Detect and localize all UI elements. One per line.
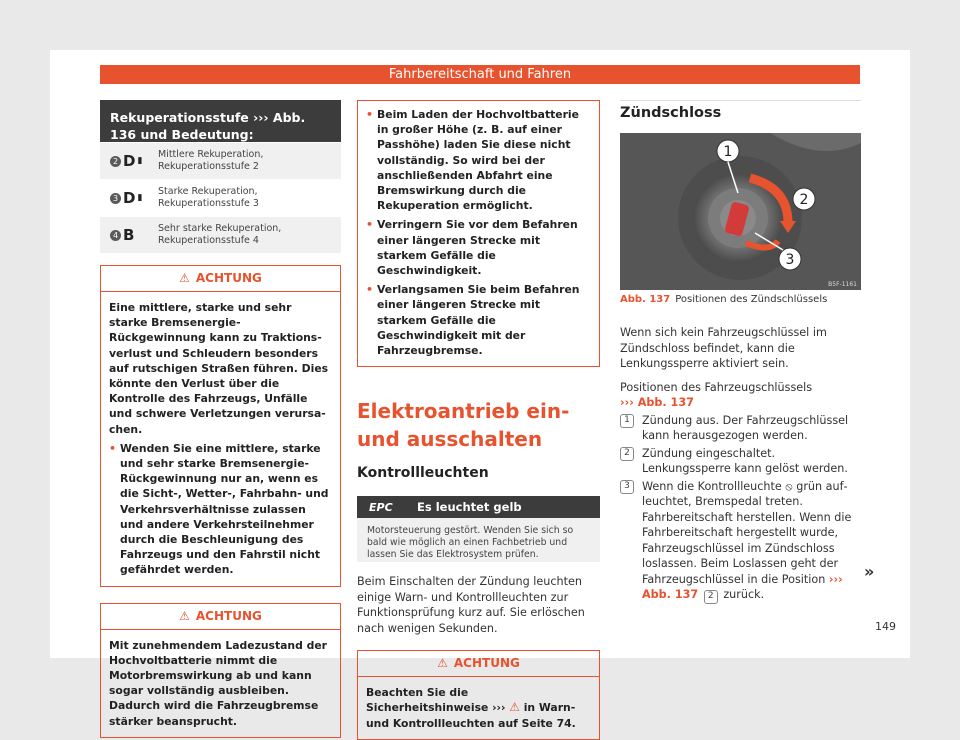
warning-title: ACHTUNG	[195, 608, 262, 623]
position-number: 1	[620, 414, 634, 428]
svg-text:1: 1	[723, 144, 733, 160]
warning-box	[357, 650, 600, 740]
row-number: 3	[110, 193, 121, 204]
gear-symbol: D	[123, 152, 136, 170]
caption-label: Abb. 137	[620, 294, 671, 305]
ready-indicator-icon: ⦸	[785, 479, 793, 493]
warning-bullet: Beim Laden der Hochvoltbatterie in großer Höhe (z. B. auf einer Passhöhe) laden Sie diese nicht vollständig. So wird bei der anschließenden Abfahrt eine Bremswirkung durch die Rekuperation ermöglicht.	[377, 108, 579, 213]
page-number: 149	[875, 620, 896, 633]
zuendschloss-title: Zündschloss	[620, 100, 861, 128]
list-item	[620, 479, 861, 604]
warning-bullet: Wenden Sie eine mittlere, starke und sehr starke Bremsenergie-Rückgewinnung nur an, wenn es die Sicht-, Wetter-, Fahrbahn- und Verkehrsverhältnisse zulassen und andere Verkehrsteilnehmer durch die Beschleunigung des Fahrzeugs und den Fahrstil nicht gefährdet werden.	[120, 441, 329, 577]
warning-box	[100, 603, 341, 738]
section-title: Elektroantrieb ein- und ausschalten	[357, 399, 570, 452]
warning-box	[100, 265, 341, 587]
warning-triangle-icon: ⚠	[437, 656, 448, 671]
figure-reference-link[interactable]: ››› Abb. 137	[620, 396, 694, 409]
column-right	[620, 100, 861, 604]
table-row	[100, 216, 341, 253]
row-number: 2	[110, 156, 121, 167]
positions-intro	[620, 380, 861, 411]
column-middle	[357, 100, 600, 740]
caption-text: Positionen des Zündschlüssels	[675, 294, 828, 305]
warning-text: Mit zunehmendem Ladezustand der Hochvoltbatterie nimmt die Motorbremswirkung ab und kann sogar vollständig ausbleiben. Dadurch wird die Fahrzeugbremse stärker beansprucht.	[109, 638, 327, 728]
svg-text:3: 3	[785, 252, 795, 268]
zuend-intro: Wenn sich kein Fahrzeugschlüssel im Zündschloss befindet, kann die Lenkungssperre aktiviert sein.	[620, 326, 827, 370]
plug-icon: ▮	[137, 156, 143, 166]
list-item	[620, 446, 861, 477]
position-text	[642, 479, 861, 604]
warning-bullet: Verringern Sie vor dem Befahren einer längeren Strecke mit starkem Gefälle die Geschwindigkeit.	[377, 218, 578, 278]
bullet-icon: •	[366, 108, 374, 121]
row-description: Sehr starke Rekuperation, Rekuperationsstufe 4	[158, 223, 282, 246]
figure-caption	[620, 294, 861, 305]
position-number: 2	[620, 447, 634, 461]
section-body: Beim Einschalten der Zündung leuchten einige Warn- und Kontrollleuchten zur Funktionsprüfung kurz auf. Sie erlöschen nach wenigen Sekunden.	[357, 575, 585, 635]
row-description: Starke Rekuperation, Rekuperationsstufe 3	[158, 186, 259, 209]
page-header: Fahrbereitschaft und Fahren	[100, 65, 860, 84]
position-text: Zündung eingeschaltet. Lenkungssperre kann gelöst werden.	[642, 446, 848, 475]
warning-triangle-icon: ⚠	[179, 271, 190, 285]
section-subtitle: Kontrollleuchten	[357, 465, 489, 482]
table-row	[100, 179, 341, 216]
row-number: 4	[110, 230, 121, 241]
position-text: Zündung aus. Der Fahrzeugschlüssel kann herausgezogen werden.	[642, 413, 849, 442]
warning-title: ACHTUNG	[453, 656, 520, 671]
bullet-icon: •	[366, 218, 374, 232]
position-text-post: grün aufleuchtet, Bremspedal treten. Fahrbereitschaft herstellen. Wenn die Fahrbereitschaft hergestellt wurde, Fahrzeugschlüssel im Zündschloss loslassen. Beim Loslassen geht der Fahrzeugschlüssel in die Position	[642, 479, 852, 586]
warning-triangle-icon: ⚠	[509, 700, 520, 715]
list-item	[620, 413, 861, 444]
column-left	[100, 100, 341, 738]
figure-reference-link[interactable]: ››› Abb. 137	[642, 572, 843, 601]
plug-icon: ▮	[137, 193, 143, 203]
continue-mark: »	[864, 562, 875, 581]
table-row	[100, 142, 341, 179]
position-text-tail: zurück.	[723, 588, 765, 601]
ignition-lock-photo	[620, 133, 861, 290]
gear-symbol: D	[123, 189, 136, 207]
table-heading: Rekuperationsstufe ››› Abb. 136 und Bedeutung:	[100, 100, 341, 142]
svg-text:2: 2	[799, 192, 809, 208]
position-number-inline: 2	[704, 590, 718, 604]
warning-title: ACHTUNG	[195, 271, 262, 285]
warning-bullet: Verlangsamen Sie beim Befahren einer längeren Strecke mit starkem Gefälle die Geschwindigkeit mit der Fahrzeugbremse.	[377, 283, 580, 358]
epc-status: Es leuchtet gelb	[417, 500, 522, 515]
positions-label: Positionen des Fahrzeugschlüssels	[620, 380, 813, 394]
warning-text: Eine mittlere, starke und sehr starke Bremsenergie-Rückgewinnung kann zu Traktionsverlust und Schleudern besonders auf rutschigen Straßen führen. Dies könnte den Verlust über die Kontrolle des Fahrzeugs, Unfälle und schwere Verletzungen verursachen.	[109, 301, 329, 436]
warning-box-continued	[357, 100, 600, 367]
bullet-icon: •	[109, 441, 117, 455]
warning-text: Beachten Sie die Sicherheitshinweise ›››	[366, 686, 506, 715]
image-code: B5F-1161	[828, 281, 857, 288]
warning-triangle-icon: ⚠	[179, 608, 190, 623]
warning-text: in Warn- und Kontrollleuchten auf Seite 74.	[366, 701, 576, 730]
gear-symbol: B	[123, 226, 135, 244]
position-text-pre: Wenn die Kontrollleuchte	[642, 479, 782, 493]
bullet-icon: •	[366, 283, 374, 297]
epc-icon: EPC	[369, 500, 393, 514]
epc-description: Motorsteuerung gestört. Wenden Sie sich so bald wie möglich an einen Fachbetrieb und lassen Sie das Elektrosystem prüfen.	[357, 518, 600, 562]
row-description: Mittlere Rekuperation, Rekuperationsstufe 2	[158, 149, 264, 172]
ignition-illustration	[620, 133, 861, 290]
epc-indicator-row	[357, 496, 600, 518]
position-number: 3	[620, 480, 634, 494]
